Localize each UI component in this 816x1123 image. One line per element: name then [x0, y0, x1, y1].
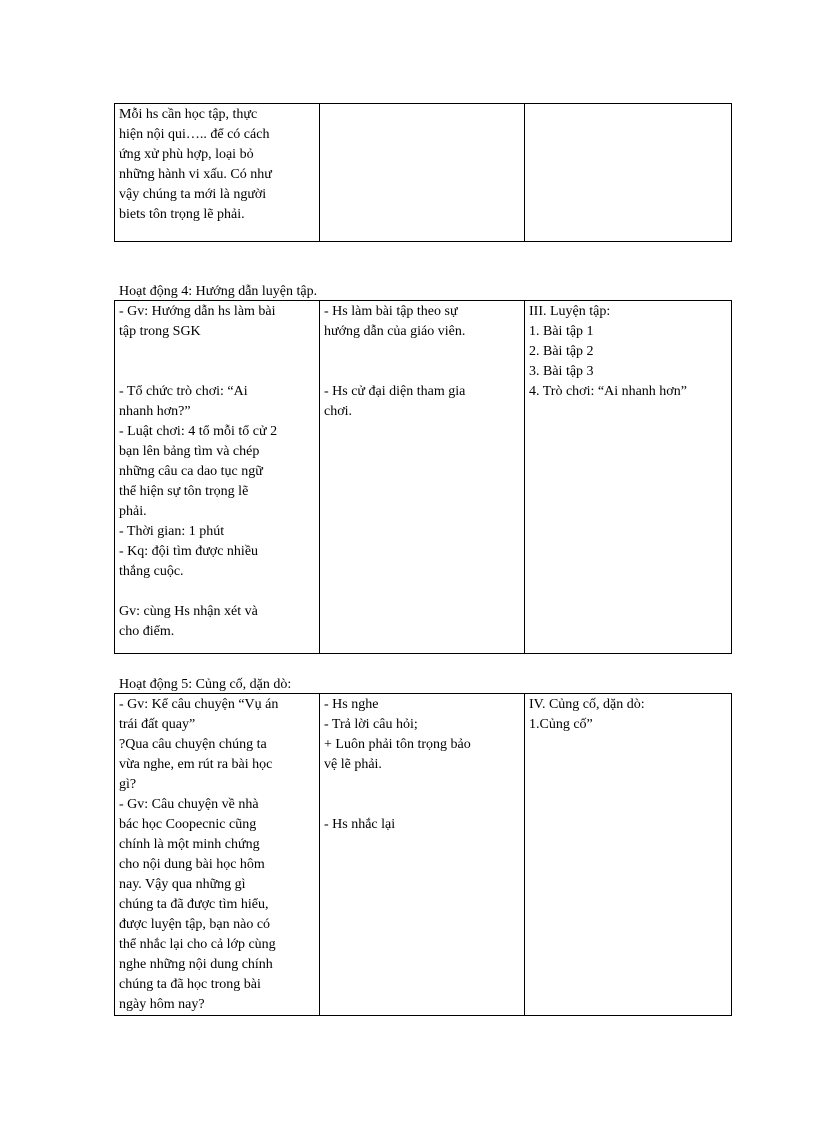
teacher-activity-cell: Mỗi hs cần học tập, thực hiện nội qui….. để có cách ứng xử phù hợp, loại bỏ những hành vi xấu. Có như vậy chúng ta mới là người biets tôn trọng lẽ phải. — [115, 104, 320, 242]
content-cell: III. Luyện tập: 1. Bài tập 1 2. Bài tập 2 3. Bài tập 3 4. Trò chơi: “Ai nhanh hơn” — [525, 301, 732, 654]
content-cell — [525, 104, 732, 242]
content-cell: IV. Củng cố, dặn dò: 1.Củng cố” — [525, 694, 732, 1016]
student-activity-cell: - Hs nghe - Trả lời câu hỏi; + Luôn phải tôn trọng bảo vệ lẽ phải. - Hs nhắc lại — [320, 694, 525, 1016]
activity-5-table — [114, 693, 732, 1016]
table-row — [115, 694, 732, 1016]
student-activity-cell — [320, 104, 525, 242]
activity-4-heading: Hoạt động 4: Hướng dẫn luyện tập. — [119, 284, 318, 299]
table-row — [115, 301, 732, 654]
student-activity-cell: - Hs làm bài tập theo sự hướng dẫn của giáo viên. - Hs cử đại diện tham gia chơi. — [320, 301, 525, 654]
continuation-table — [114, 103, 732, 242]
activity-4-table — [114, 300, 732, 654]
activity-5-heading: Hoạt động 5: Củng cố, dặn dò: — [119, 677, 292, 692]
teacher-activity-cell: - Gv: Hướng dẫn hs làm bài tập trong SGK - Tổ chức trò chơi: “Ai nhanh hơn?” - Luật chơi: 4 tổ mỗi tổ cử 2 bạn lên bảng tìm và chép những câu ca dao tục ngữ thể hiện sự tôn trọng lẽ phải. - Thời gian: 1 phút - Kq: đội tìm được nhiều thắng cuộc. Gv: cùng Hs nhận xét và cho điểm. — [115, 301, 320, 654]
teacher-activity-cell: - Gv: Kể câu chuyện “Vụ án trái đất quay” ?Qua câu chuyện chúng ta vừa nghe, em rút ra bài học gì? - Gv: Câu chuyện về nhà bác học Coopecnic cũng chính là một minh chứng cho nội dung bài học hôm nay. Vậy qua những gì chúng ta đã được tìm hiểu, được luyện tập, bạn nào có thể nhắc lại cho cả lớp cùng nghe những nội dung chính chúng ta đã học trong bài ngày hôm nay? — [115, 694, 320, 1016]
table-row — [115, 104, 732, 242]
